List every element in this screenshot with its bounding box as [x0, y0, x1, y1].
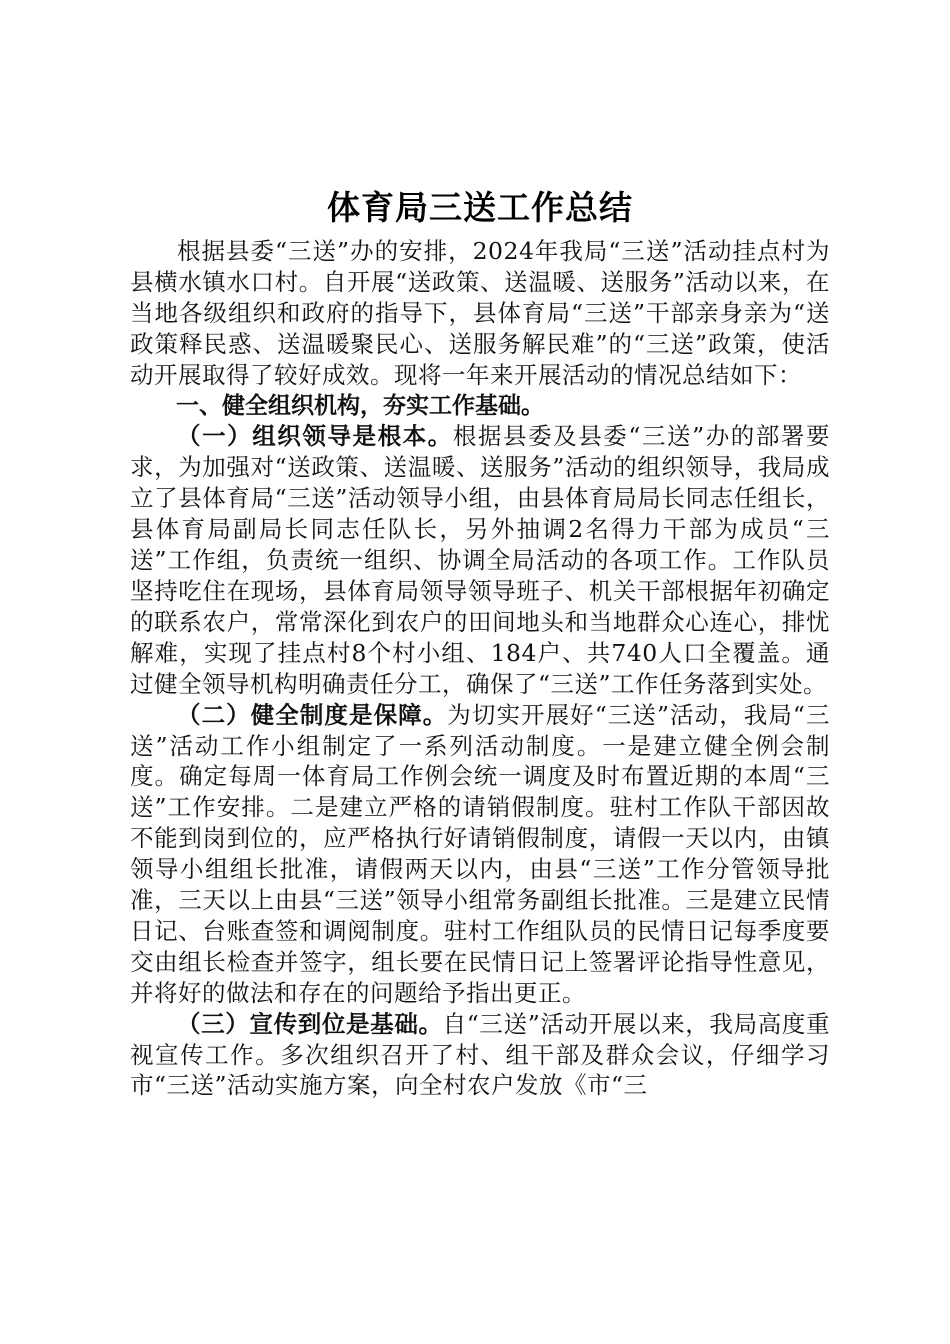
document-title: 体育局三送工作总结: [327, 188, 633, 227]
item-1-text: 根据县委及县委“三送”办的部署要求，为加强对“送政策、送温暖、送服务”活动的组织领导，我局成立了县体育局“三送”活动领导小组，由县体育局局长同志任组长，县体育局副局长同志任队长，另外抽调2名得力干部为成员“三送”工作组，负责统一组织、协调全局活动的各项工作。工作队员坚持吃住在现场，县体育局领导领导班子、机关干部根据年初确定的联系农户，常常深化到农户的田间地头和当地群众心连心，排忧解难，实现了挂点村8个村小组、184户、共740人口全覆盖。通过健全领导机构明确责任分工，确保了“三送”工作任务落到实处。: [130, 422, 831, 698]
item-2-text: 为切实开展好“三送”活动，我局“三送”活动工作小组制定了一系列活动制度。一是建立健全例会制度。确定每周一体育局工作例会统一调度及时布置近期的本周“三送”工作安排。二是建立严格的请销假制度。驻村工作队干部因故不能到岗到位的，应严格执行好请销假制度，请假一天以内，由镇领导小组组长批准，请假两天以内，由县“三送”工作分管领导批准，三天以上由县“三送”领导小组常务副组长批准。三是建立民情日记、台账查签和调阅制度。驻村工作组队员的民情日记每季度要交由组长检查并签字，组长要在民情日记上签署评论指导性意见，并将好的做法和存在的问题给予指出更正。: [130, 700, 830, 1007]
item-1-lead: （一）组织领导是根本。: [177, 422, 453, 451]
item-3-lead: （三）宣传到位是基础。: [177, 1009, 443, 1038]
paragraph-item-1: [130, 421, 830, 699]
item-3-text: 自“三送”活动开展以来，我局高度重视宣传工作。多次组织召开了村、组干部及群众会议，仔细学习市“三送”活动实施方案，向全村农户发放《市“三: [130, 1009, 831, 1100]
section-heading-1: 一、健全组织机构，夯实工作基础。: [176, 392, 544, 419]
document-body: [130, 186, 830, 1101]
intro-paragraph: 根据县委“三送”办的安排，2024年我局“三送”活动挂点村为县横水镇水口村。自开展“送政策、送温暖、送服务”活动以来，在当地各级组织和政府的指导下，县体育局“三送”干部亲身亲为“送政策释民惑、送温暖聚民心、送服务解民难”的“三送”政策，使活动开展取得了较好成效。现将一年来开展活动的情况总结如下：: [130, 237, 830, 389]
paragraph-item-2: [130, 700, 830, 1009]
item-2-lead: （二）健全制度是保障。: [177, 700, 448, 729]
paragraph-item-3: [130, 1009, 830, 1102]
